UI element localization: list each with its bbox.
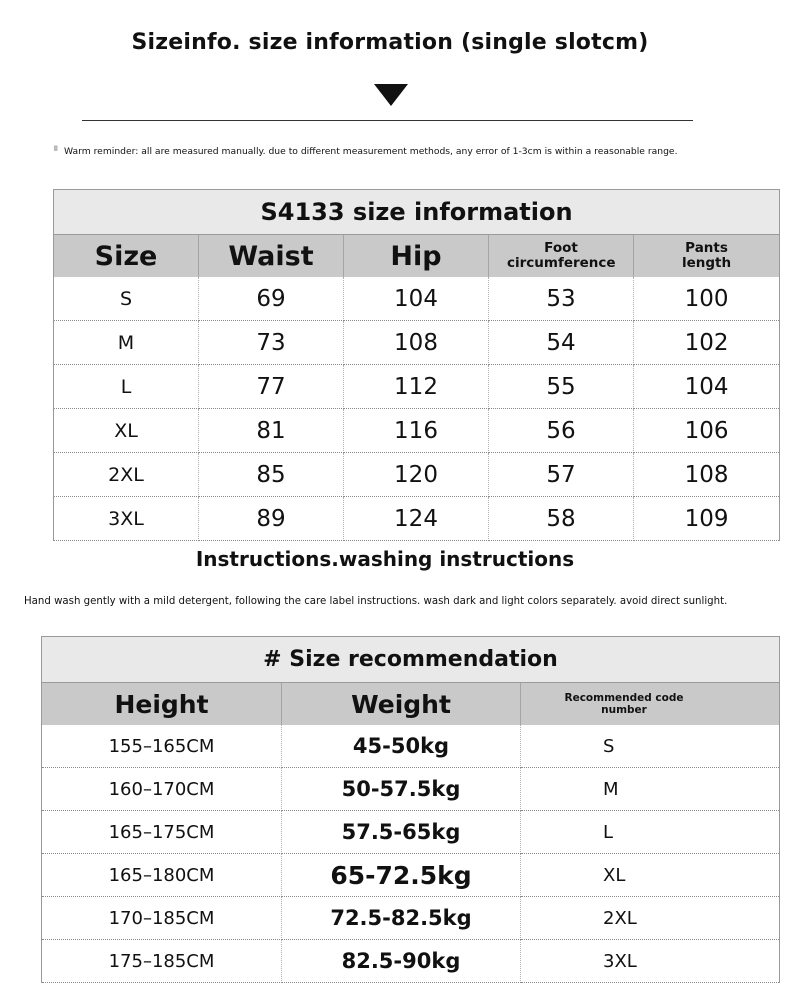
table-cell: 108 xyxy=(634,453,780,497)
table-cell: 106 xyxy=(634,409,780,453)
table-cell: 58 xyxy=(489,497,634,541)
header-text: Recommended code number xyxy=(564,692,684,716)
height-cell: 175–185CM xyxy=(42,940,282,983)
table-cell: 112 xyxy=(344,365,489,409)
reminder-text: Warm reminder: all are measured manually. due to different measurement methods, any error of 1-3cm is within a reasonable range. xyxy=(64,146,678,157)
height-cell: 165–180CM xyxy=(42,854,282,897)
washing-title: Instructions.washing instructions xyxy=(195,547,575,571)
height-cell: 160–170CM xyxy=(42,768,282,811)
size-table-title: S4133 size information xyxy=(54,190,780,235)
table-cell: 57 xyxy=(489,453,634,497)
weight-cell: 65-72.5kg xyxy=(282,854,521,897)
table-row xyxy=(42,897,780,940)
table-cell: 108 xyxy=(344,321,489,365)
table-row xyxy=(42,854,780,897)
washing-text: Hand wash gently with a mild detergent, following the care label instructions. wash dark and light colors separately. avoid direct sunlight. xyxy=(24,596,728,607)
table-row xyxy=(54,365,780,409)
down-arrow-icon xyxy=(374,84,408,106)
table-cell: 89 xyxy=(199,497,344,541)
table-cell: 55 xyxy=(489,365,634,409)
table-row xyxy=(54,497,780,541)
column-header xyxy=(489,235,634,278)
table-cell: 85 xyxy=(199,453,344,497)
table-cell: 73 xyxy=(199,321,344,365)
table-cell: 2XL xyxy=(54,453,199,497)
table-row xyxy=(54,321,780,365)
divider xyxy=(82,120,693,121)
table-cell: 3XL xyxy=(54,497,199,541)
table-cell: 77 xyxy=(199,365,344,409)
weight-cell: 50-57.5kg xyxy=(282,768,521,811)
code-cell: S xyxy=(521,725,780,768)
column-header: Waist xyxy=(199,235,344,278)
table-row xyxy=(54,277,780,321)
header-text: Pants length xyxy=(681,240,732,271)
table-cell: L xyxy=(54,365,199,409)
column-header: Weight xyxy=(282,683,521,726)
table-cell: 56 xyxy=(489,409,634,453)
table-cell: 104 xyxy=(344,277,489,321)
table-cell: 54 xyxy=(489,321,634,365)
table-cell: S xyxy=(54,277,199,321)
weight-cell: 82.5-90kg xyxy=(282,940,521,983)
table-cell: 81 xyxy=(199,409,344,453)
weight-cell: 72.5-82.5kg xyxy=(282,897,521,940)
table-cell: 104 xyxy=(634,365,780,409)
height-cell: 165–175CM xyxy=(42,811,282,854)
size-table xyxy=(53,189,780,541)
table-cell: 102 xyxy=(634,321,780,365)
weight-cell: 57.5-65kg xyxy=(282,811,521,854)
table-row xyxy=(42,725,780,768)
height-cell: 155–165CM xyxy=(42,725,282,768)
table-cell: 53 xyxy=(489,277,634,321)
table-row xyxy=(42,940,780,983)
code-cell: XL xyxy=(521,854,780,897)
table-cell: M xyxy=(54,321,199,365)
header-text: Foot circumference xyxy=(507,240,616,271)
code-cell: 3XL xyxy=(521,940,780,983)
recommendation-header xyxy=(42,683,780,726)
table-row xyxy=(54,409,780,453)
measurement-reminder xyxy=(54,146,774,157)
size-table-header xyxy=(54,235,780,278)
recommendation-title: # Size recommendation xyxy=(42,637,780,683)
code-cell: L xyxy=(521,811,780,854)
code-cell: 2XL xyxy=(521,897,780,940)
column-header: Hip xyxy=(344,235,489,278)
table-cell: 124 xyxy=(344,497,489,541)
column-header xyxy=(521,683,780,726)
weight-cell: 45-50kg xyxy=(282,725,521,768)
table-row xyxy=(42,811,780,854)
table-row xyxy=(42,768,780,811)
recommendation-table xyxy=(41,636,780,983)
table-cell: 100 xyxy=(634,277,780,321)
column-header xyxy=(634,235,780,278)
table-row xyxy=(54,453,780,497)
table-cell: 109 xyxy=(634,497,780,541)
height-cell: 170–185CM xyxy=(42,897,282,940)
table-cell: 120 xyxy=(344,453,489,497)
table-cell: 69 xyxy=(199,277,344,321)
code-cell: M xyxy=(521,768,780,811)
column-header: Size xyxy=(54,235,199,278)
reminder-mark: ▘ xyxy=(54,146,62,157)
table-cell: XL xyxy=(54,409,199,453)
page-title: Sizeinfo. size information (single slotcm) xyxy=(131,30,649,55)
table-cell: 116 xyxy=(344,409,489,453)
column-header: Height xyxy=(42,683,282,726)
